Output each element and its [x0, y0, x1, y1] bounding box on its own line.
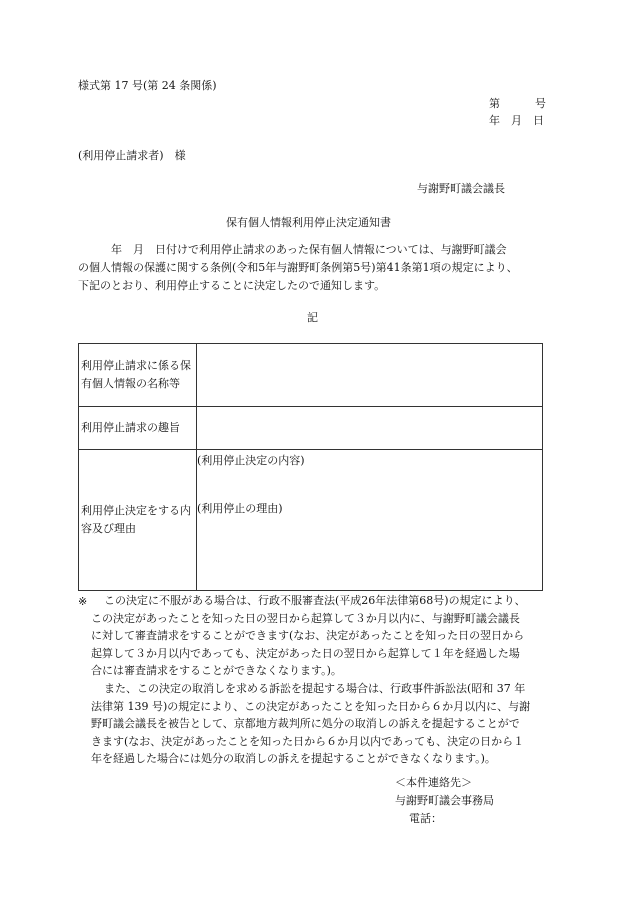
- note-line: きます(なお、決定があったことを知った日から６か月以内であっても、決定の日から１: [91, 734, 525, 748]
- decision-content-label: (利用停止決定の内容): [197, 454, 305, 467]
- note-line: 野町議会議長を被告として、京都地方裁判所に処分の取消しの訴えを提起することがで: [91, 717, 520, 731]
- note-line: 起算して３か月以内であっても、決定があった日の翌日から起算して１年を経過した場: [91, 646, 520, 660]
- document-number: 第 号: [489, 97, 547, 110]
- document-date: 年 月 日: [489, 114, 544, 127]
- ki-heading: 記: [307, 311, 318, 324]
- contact-heading: ＜本件連絡先＞: [395, 776, 472, 789]
- purpose-cell: [197, 407, 543, 450]
- contact-office: 与謝野町議会事務局: [395, 794, 494, 807]
- document-title: 保有個人情報利用停止決定通知書: [226, 216, 391, 229]
- row-label-decision: 利用停止決定をする内 容及び理由: [79, 450, 197, 591]
- note-line: 年を経過した場合には処分の取消しの訴えを提起することができなくなります。)。: [91, 752, 496, 766]
- decision-reason-label: (利用停止の理由): [197, 502, 283, 515]
- table-row: [79, 407, 543, 450]
- table-row: [79, 450, 543, 591]
- note-line: に対して審査請求をすることができます(なお、決定があったことを知った日の翌日から: [91, 629, 525, 643]
- table-row: [79, 344, 543, 407]
- note-line: 合には審査請求をすることができなくなります。)。: [91, 664, 342, 678]
- note-line: 法律第 139 号)の規定により、この決定があったことを知った日から６か月以内に、与謝: [91, 699, 531, 713]
- decision-cell: [197, 450, 543, 591]
- note-line: この決定に不服がある場合は、行政不服審査法(平成26年法律第68号)の規定により、: [104, 594, 526, 607]
- body-line: の個人情報の保護に関する条例(令和5年与謝野町条例第5号)第41条第1項の規定により、: [78, 261, 518, 274]
- record-table: [78, 343, 543, 591]
- contact-phone: 電話：: [409, 812, 442, 825]
- body-line: 下記のとおり、利用停止することに決定したので通知します。: [78, 279, 386, 292]
- record-name-cell: [197, 344, 543, 407]
- note-line: また、この決定の取消しを求める訴訟を提起する場合は、行政事件訴訟法(昭和 37 年: [104, 681, 526, 695]
- row-label-purpose: 利用停止請求の趣旨: [79, 407, 197, 450]
- body-line: 年 月 日付けで利用停止請求のあった保有個人情報については、与謝野町議会: [78, 243, 507, 256]
- note-mark: ※: [78, 595, 88, 608]
- note-block: [78, 592, 548, 768]
- body-paragraph: [78, 241, 542, 295]
- row-label-record-name: 利用停止請求に係る保 有個人情報の名称等: [79, 344, 197, 407]
- form-label: 様式第 17 号(第 24 条関係): [78, 79, 217, 92]
- note-line: この決定があったことを知った日の翌日から起算して３か月以内に、与謝野町議会議長: [91, 611, 520, 625]
- sender: 与謝野町議会議長: [417, 182, 505, 195]
- addressee: (利用停止請求者) 様: [78, 149, 186, 162]
